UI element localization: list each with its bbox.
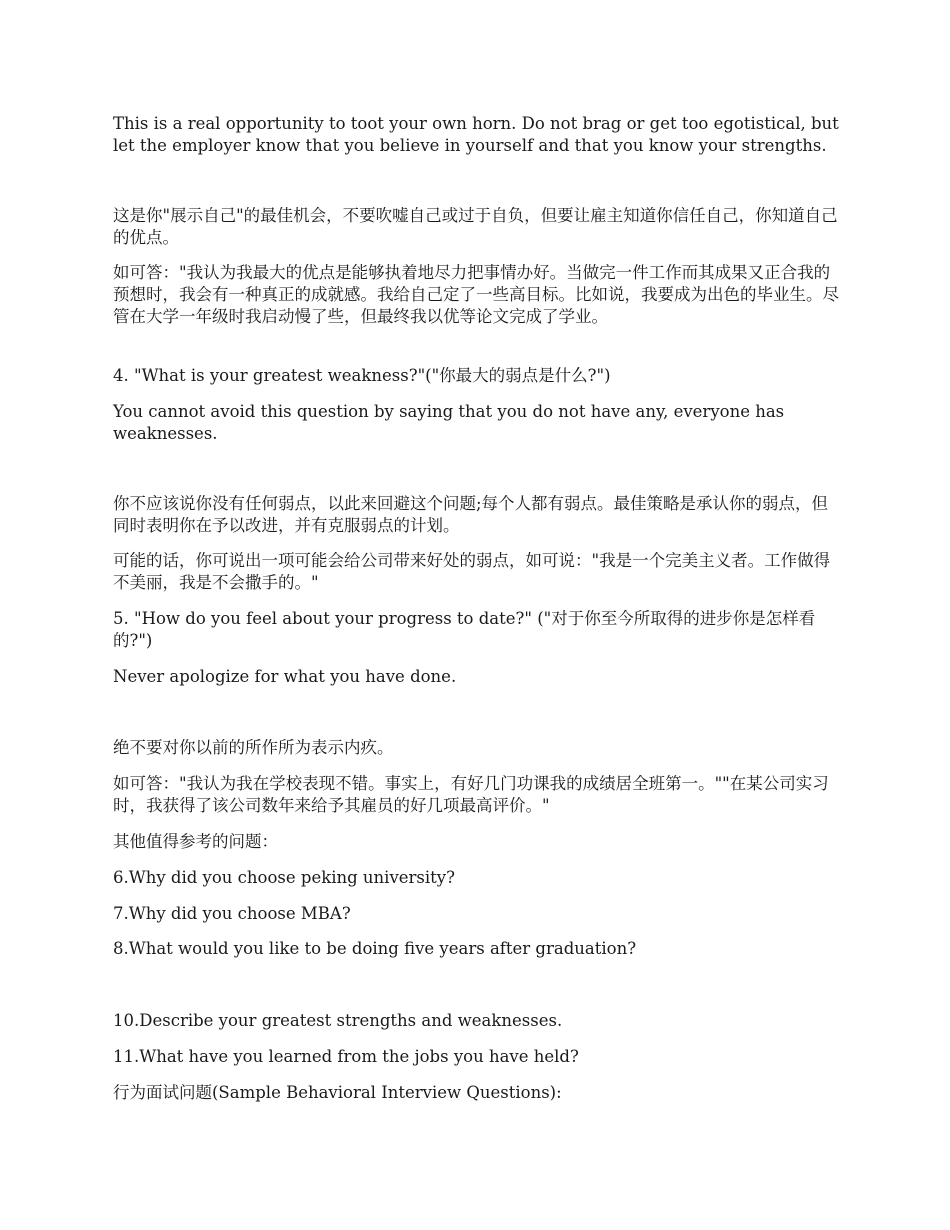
paragraph-progress-zh: 绝不要对你以前的所作所为表示内疚。 [113,738,394,757]
other-questions-heading: 其他值得参考的问题： [113,832,278,851]
question-7: 7.Why did you choose MBA? [113,904,351,923]
paragraph-weakness-en: You cannot avoid this question by saying that you do not have any, everyone has weaknesses. [113,402,785,443]
paragraph-weakness-zh: 你不应该说你没有任何弱点，以此来回避这个问题;每个人都有弱点。最佳策略是承认你的弱点，但同时表明你在予以改进，并有克服弱点的计划。 [113,494,829,535]
question-11: 11.What have you learned from the jobs you have held? [113,1047,579,1066]
behavioral-questions-heading: 行为面试问题(Sample Behavioral Interview Questions): [113,1083,562,1102]
paragraph-weakness-answer: 可能的话，你可说出一项可能会给公司带来好处的弱点，如可说："我是一个完美主义者。工作做得不美丽，我是不会撒手的。" [113,551,831,592]
paragraph-strengths-answer: 如可答："我认为我最大的优点是能够执着地尽力把事情办好。当做完一件工作而其成果又正合我的预想时，我会有一种真正的成就感。我给自己定了一些高目标。比如说，我要成为出色的毕业生。尽管在大学一年级时我启动慢了些，但最终我以优等论文完成了学业。 [113,263,839,326]
question-10: 10.Describe your greatest strengths and weaknesses. [113,1011,563,1030]
question-8: 8.What would you like to be doing five years after graduation? [113,939,637,958]
paragraph-strengths-intro-zh: 这是你"展示自己"的最佳机会，不要吹嘘自己或过于自负，但要让雇主知道你信任自己，你知道自己的优点。 [113,206,838,247]
paragraph-strengths-intro-en: This is a real opportunity to toot your own horn. Do not brag or get too egotistical, but let the employer know that you believe in yourself and that you know your strengths. [113,114,839,155]
question-4-heading: 4. "What is your greatest weakness?"("你最大的弱点是什么?") [113,366,611,385]
paragraph-progress-answer: 如可答："我认为我在学校表现不错。事实上，有好几门功课我的成绩居全班第一。""在某公司实习时，我获得了该公司数年来给予其雇员的好几项最高评价。" [113,774,829,815]
paragraph-progress-en: Never apologize for what you have done. [113,667,457,686]
question-6: 6.Why did you choose peking university? [113,868,455,887]
question-5-heading: 5. "How do you feel about your progress to date?" ("对于你至今所取得的进步你是怎样看的?") [113,609,816,650]
